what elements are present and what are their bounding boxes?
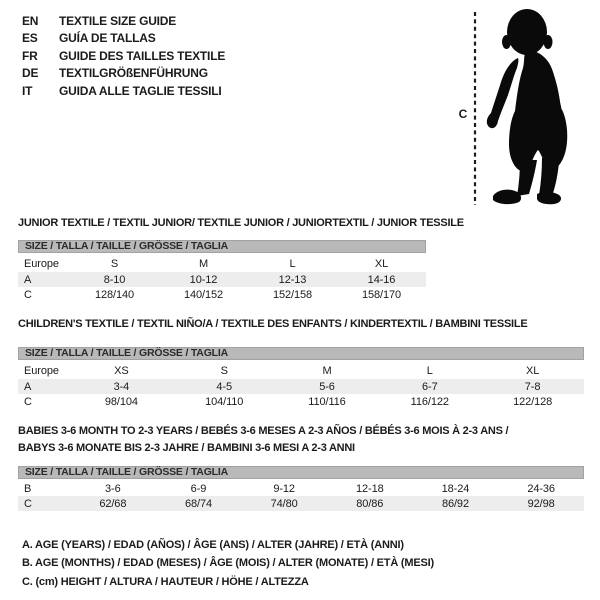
size-cell: S: [220, 364, 228, 377]
table-row: [18, 272, 426, 287]
size-cell: 128/140: [94, 288, 135, 301]
language-row: [22, 48, 225, 65]
size-cell: 6-9: [190, 482, 207, 495]
language-title: TEXTILE SIZE GUIDE: [59, 14, 177, 28]
size-cell: 24-36: [527, 482, 555, 495]
size-cell: 74/80: [241, 496, 327, 511]
row-label-cell: C: [18, 496, 70, 511]
row-label-cell: Europe: [24, 257, 59, 270]
table-row: [18, 362, 584, 379]
size-cell: 5-6: [276, 379, 379, 394]
size-cell: 86/92: [413, 496, 499, 511]
size-cell: 110/116: [308, 395, 346, 408]
row-label-cell: A: [18, 379, 70, 394]
section-title-junior: JUNIOR TEXTILE / TEXTIL JUNIOR/ TEXTILE JUNIOR / JUNIORTEXTIL / JUNIOR TESSILE: [18, 217, 464, 229]
size-cell: XL: [525, 364, 540, 377]
table-row: [18, 255, 426, 272]
section-title-babies: [18, 423, 584, 456]
size-cell: 12-13: [248, 272, 337, 287]
row-label-cell: A: [18, 272, 70, 287]
size-cell: 7-8: [481, 379, 584, 394]
language-row: [22, 13, 225, 30]
language-row: [22, 30, 225, 47]
language-title: GUÍA DE TALLAS: [59, 31, 156, 46]
language-code: IT: [22, 83, 33, 98]
row-label-cell: Europe: [24, 364, 59, 377]
language-row: [22, 83, 225, 100]
size-cell: 158/170: [361, 288, 402, 301]
language-title-list: [22, 13, 225, 100]
size-cell: 18-24: [441, 482, 470, 495]
size-cell: 140/152: [183, 288, 224, 301]
size-cell: M: [198, 257, 209, 270]
size-cell: 3-4: [70, 379, 173, 394]
size-cell: 98/104: [104, 395, 138, 408]
size-cell: 12-18: [355, 482, 384, 495]
size-cell: 68/74: [156, 496, 242, 511]
junior-size-table: [18, 255, 426, 302]
size-cell: L: [289, 257, 296, 270]
size-header-bar: SIZE / TALLA / TAILLE / GRÖSSE / TAGLIA: [18, 347, 584, 360]
children-size-table: [18, 362, 584, 409]
language-title: GUIDE DES TAILLES TEXTILE: [59, 48, 226, 63]
size-cell: 4-5: [173, 379, 276, 394]
size-cell: XS: [114, 364, 129, 377]
size-cell: S: [110, 257, 119, 270]
size-cell: 62/68: [70, 496, 156, 511]
babies-size-table: [18, 481, 584, 511]
size-cell: L: [426, 364, 433, 377]
size-cell: 9-12: [273, 482, 295, 495]
babies-title-line2: BABYS 3-6 MONATE BIS 2-3 JAHRE / BAMBINI 3-6 MESI A 2-3 ANNI: [18, 441, 355, 454]
table-row: [18, 287, 426, 302]
footnote-list: [22, 536, 434, 591]
table-row: [18, 496, 584, 511]
language-title: TEXTILGRÖßENFÜHRUNG: [59, 66, 208, 81]
language-code: FR: [22, 48, 38, 63]
size-cell: 152/158: [272, 288, 313, 301]
size-cell: 92/98: [498, 496, 584, 511]
row-label-cell: B: [24, 482, 32, 495]
language-row: [22, 65, 225, 82]
size-cell: 14-16: [337, 272, 426, 287]
babies-title-line1: BABIES 3-6 MONTH TO 2-3 YEARS / BEBÉS 3-6 MESES A 2-3 AÑOS / BÉBÉS 3-6 MOIS À 2-3 ANS /: [18, 425, 509, 437]
language-code: DE: [22, 66, 39, 81]
size-header-bar: SIZE / TALLA / TAILLE / GRÖSSE / TAGLIA: [18, 466, 584, 479]
footnote-a: A. AGE (YEARS) / EDAD (AÑOS) / ÂGE (ANS) / ALTER (JAHRE) / ETÀ (ANNI): [22, 539, 404, 551]
size-cell: XL: [374, 257, 389, 270]
footnote-c: C. (cm) HEIGHT / ALTURA / HAUTEUR / HÖHE / ALTEZZA: [22, 575, 309, 588]
row-label-cell: C: [24, 395, 32, 408]
size-cell: 116/122: [410, 395, 449, 408]
baby-silhouette: [487, 9, 567, 204]
size-cell: M: [322, 364, 332, 377]
size-cell: 8-10: [70, 272, 159, 287]
size-cell: 10-12: [159, 272, 248, 287]
size-cell: 6-7: [378, 379, 481, 394]
table-row: [18, 379, 584, 394]
row-label-cell: C: [24, 288, 32, 301]
language-title: GUIDA ALLE TAGLIE TESSILI: [59, 83, 222, 98]
height-measure-label: C: [458, 107, 468, 121]
table-row: [18, 394, 584, 409]
baby-silhouette-figure: [450, 0, 600, 215]
size-cell: 104/110: [205, 395, 244, 408]
size-cell: 122/128: [513, 395, 553, 408]
section-title-children: CHILDREN'S TEXTILE / TEXTIL NIÑO/A / TEXTILE DES ENFANTS / KINDERTEXTIL / BAMBINI TESSILE: [18, 318, 528, 330]
size-cell: 80/86: [327, 496, 413, 511]
size-cell: 3-6: [105, 482, 121, 495]
table-row: [18, 481, 584, 496]
footnote-b: B. AGE (MONTHS) / EDAD (MESES) / ÂGE (MOIS) / ALTER (MONATE) / ETÀ (MESI): [22, 557, 434, 570]
language-code: ES: [22, 31, 38, 46]
language-code: EN: [22, 14, 39, 28]
size-header-bar: SIZE / TALLA / TAILLE / GRÖSSE / TAGLIA: [18, 240, 426, 253]
